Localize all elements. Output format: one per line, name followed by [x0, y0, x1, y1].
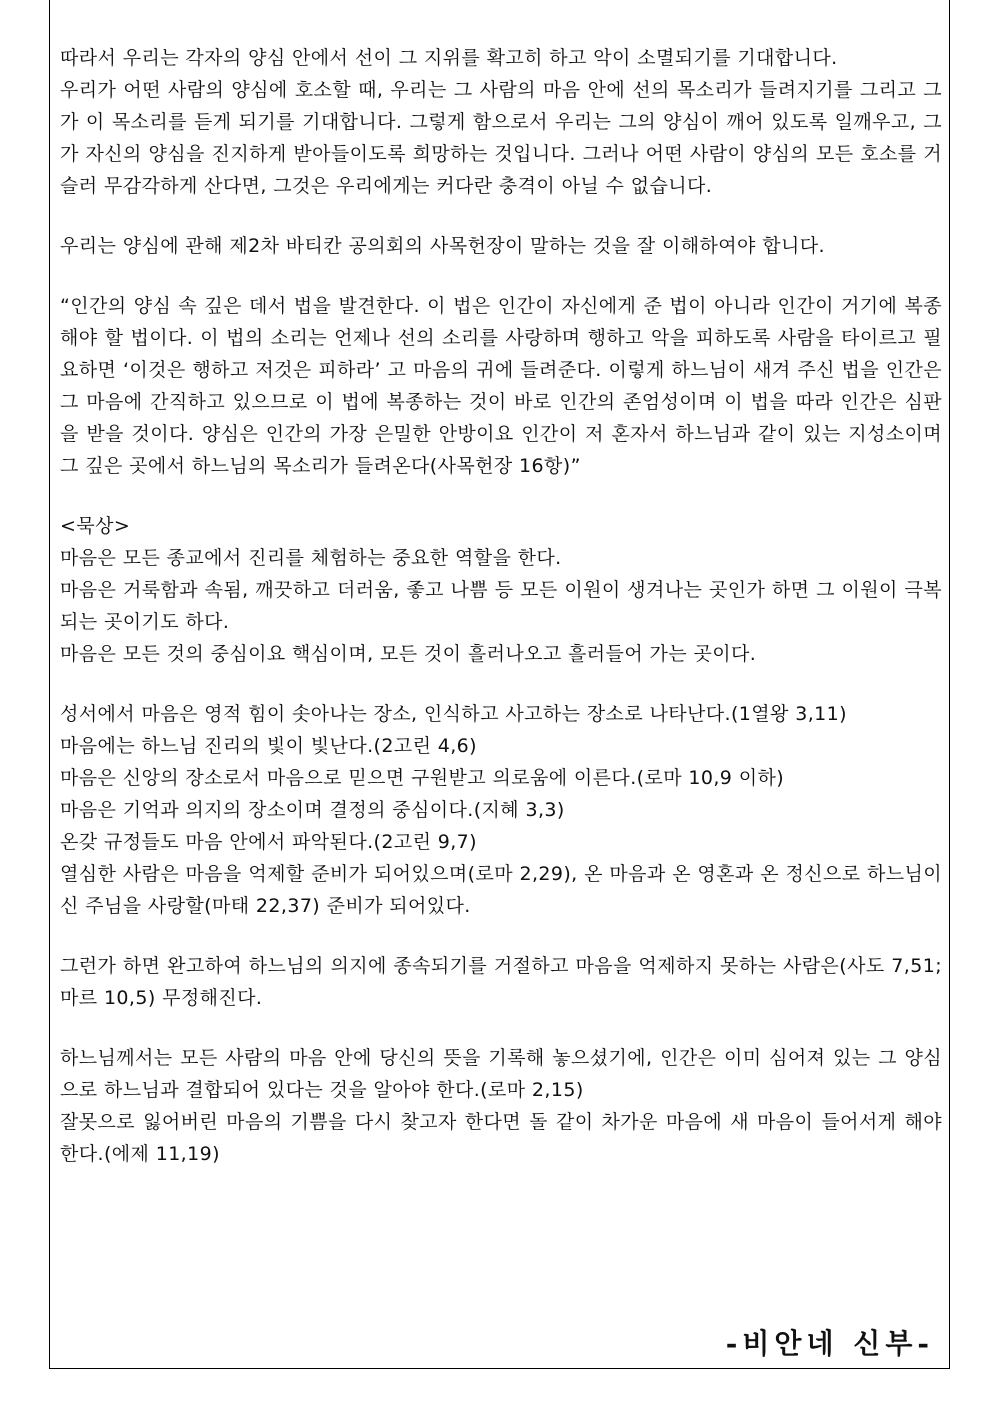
paragraph-vatican: 우리는 양심에 관해 제2차 바티칸 공의회의 사목헌장이 말하는 것을 잘 이해하여야 합니다. [60, 235, 825, 257]
paragraph-closing: 잘못으로 잃어버린 마음의 기쁨을 다시 찾고자 한다면 돌 같이 차가운 마음에 새 마음이 들어서게 해야 한다.(에제 11,19) [60, 1111, 942, 1165]
paragraph-appeal: 우리가 어떤 사람의 양심에 호소할 때, 우리는 그 사람의 마음 안에 선의 목소리가 들려지기를 그리고 그가 이 목소리를 듣게 되기를 기대합니다. 그렇게 함으로서 우리는 그의 양심이 깨어 있도록 일깨우고, 그가 자신의 양심을 진지하게 받아들이도록 희망하는 것입니다. 그러나 어떤 사람이 양심의 모든 호소를 거슬러 무감각하게 산다면, 그것은 우리에게는 커다란 충격이 아닐 수 없습니다. [60, 79, 942, 197]
bible-line: 마음에는 하느님 진리의 빛이 빛난다.(2고린 4,6) [60, 735, 477, 757]
paragraph-closing: 하느님께서는 모든 사람의 마음 안에 당신의 뜻을 기록해 놓으셨기에, 인간은 이미 심어져 있는 그 양심으로 하느님과 결합되어 있다는 것을 알아야 한다.(로마 2,15) [60, 1047, 942, 1101]
signature: -비안네 신부- [725, 1327, 934, 1360]
bible-line: 열심한 사람은 마음을 억제할 준비가 되어있으며(로마 2,29), 온 마음과 온 영혼과 온 정신으로 하느님이신 주님을 사랑할(마태 22,37) 준비가 되어있다. [60, 863, 942, 917]
bible-line: 온갖 규정들도 마음 안에서 파악된다.(2고린 9,7) [60, 831, 477, 853]
bible-line: 마음은 기억과 의지의 장소이며 결정의 중심이다.(지혜 3,3) [60, 799, 565, 821]
paragraph-expectation: 따라서 우리는 각자의 양심 안에서 선이 그 지위를 확고히 하고 악이 소멸되기를 기대합니다. [60, 47, 838, 69]
paragraph-quote: “인간의 양심 속 깊은 데서 법을 발견한다. 이 법은 인간이 자신에게 준 법이 아니라 인간이 거기에 복종해야 할 법이다. 이 법의 소리는 언제나 선의 소리를 사랑하며 행하고 악을 피하도록 사람을 타이르고 필요하면 ‘이것은 행하고 저것은 피하라’ 고 마음의 귀에 들려준다. 이렇게 하느님이 새겨 주신 법을 인간은 그 마음에 간직하고 있으므로 이 법에 복종하는 것이 바로 인간의 존엄성이며 이 법을 따라 인간은 심판을 받을 것이다. 양심은 인간의 가장 은밀한 안방이요 인간이 저 혼자서 하느님과 같이 있는 지성소이며 그 깊은 곳에서 하느님의 목소리가 들려온다(사목헌장 16항)” [60, 295, 942, 477]
document-body [60, 42, 942, 1170]
paragraph-contrast: 그런가 하면 완고하여 하느님의 의지에 종속되기를 거절하고 마음을 억제하지 못하는 사람은(사도 7,51; 마르 10,5) 무정해진다. [60, 955, 942, 1009]
bible-line: 마음은 신앙의 장소로서 마음으로 믿으면 구원받고 의로움에 이른다.(로마 10,9 이하) [60, 767, 785, 789]
meditation-line: 마음은 거룩함과 속됨, 깨끗하고 더러움, 좋고 나쁨 등 모든 이원이 생겨나는 곳인가 하면 그 이원이 극복되는 곳이기도 하다. [60, 579, 942, 633]
meditation-heading: <묵상> [60, 515, 131, 537]
bible-line: 성서에서 마음은 영적 힘이 솟아나는 장소, 인식하고 사고하는 장소로 나타난다.(1열왕 3,11) [60, 703, 847, 725]
meditation-line: 마음은 모든 종교에서 진리를 체험하는 중요한 역할을 한다. [60, 547, 562, 569]
meditation-line: 마음은 모든 것의 중심이요 핵심이며, 모든 것이 흘러나오고 흘러들어 가는 곳이다. [60, 643, 757, 665]
